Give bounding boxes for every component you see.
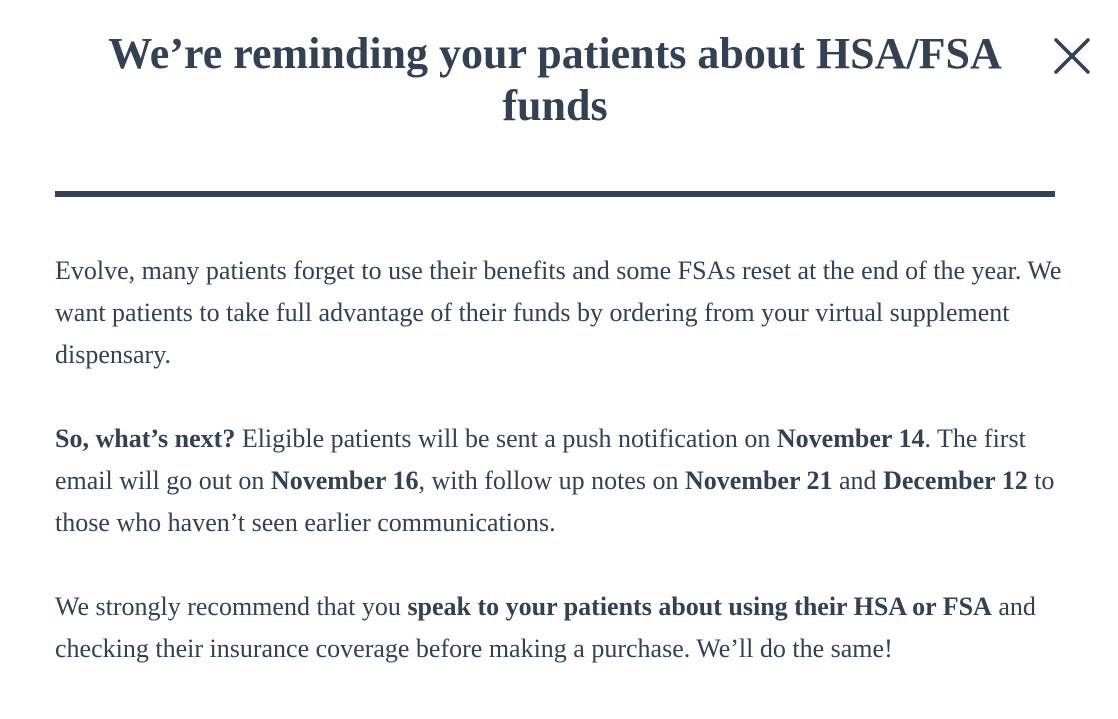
next-text-4: and — [832, 466, 884, 495]
recommend-text-1: We strongly recommend that you — [55, 592, 408, 621]
whats-next-paragraph — [55, 418, 1065, 544]
close-button[interactable] — [1052, 36, 1092, 76]
next-text-1: Eligible patients will be sent a push notification on — [235, 424, 777, 453]
push-date: November 14 — [776, 424, 925, 453]
followup-date-2: December 12 — [883, 466, 1028, 495]
first-email-date: November 16 — [270, 466, 419, 495]
intro-paragraph: Evolve, many patients forget to use their benefits and some FSAs reset at the end of the year. We want patients to take full advantage of their funds by ordering from your virtual supplement dispensary. — [55, 256, 1062, 369]
modal-body — [55, 250, 1065, 712]
next-text-2: . The first email will go out on — [55, 424, 1026, 495]
whats-next-lead: So, what’s next? — [55, 424, 236, 453]
next-text-3: , with follow up notes on — [418, 466, 685, 495]
recommendation-paragraph — [55, 586, 1065, 670]
recommend-emphasis: speak to your patients about using their HSA or FSA — [407, 592, 992, 621]
recommend-text-2: and checking their insurance coverage before making a purchase. We’ll do the same! — [55, 592, 1036, 663]
close-icon — [1052, 36, 1092, 76]
title-divider — [55, 191, 1055, 197]
next-text-5: to those who haven’t seen earlier communications. — [55, 466, 1055, 537]
followup-date-1: November 21 — [684, 466, 833, 495]
modal-title: We’re reminding your patients about HSA/FSA funds — [108, 29, 1002, 130]
